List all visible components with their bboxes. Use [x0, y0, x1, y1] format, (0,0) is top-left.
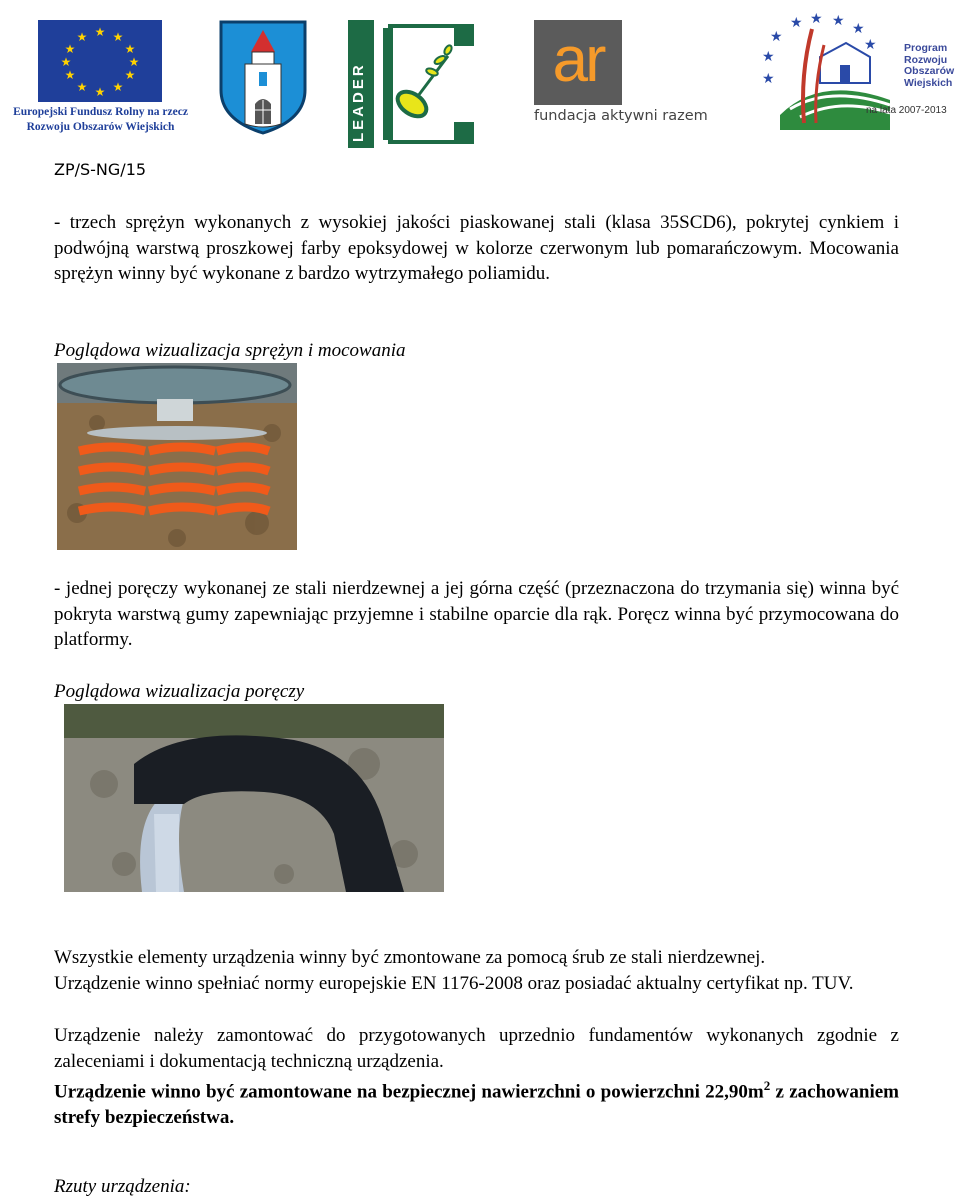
assembly-paragraph: Wszystkie elementy urządzenia winny być zmontowane za pomocą śrub ze stali nierdzewnej.	[54, 947, 766, 968]
handrail-photo	[64, 704, 444, 892]
svg-text:★: ★	[124, 68, 136, 82]
surface-text-part1: Urządzenie winno być zamontowane na bezpiecznej nawierzchni o powierzchni 22,90m	[54, 1081, 764, 1103]
logo-header	[0, 0, 960, 155]
leader-logo	[348, 20, 478, 148]
springs-caption: Poglądowa wizualizacja sprężyn i mocowania	[54, 340, 406, 361]
surface-requirement-paragraph	[54, 1073, 899, 1130]
svg-text:★: ★	[810, 12, 823, 27]
svg-text:★: ★	[762, 50, 775, 65]
coat-of-arms-logo	[218, 20, 308, 135]
svg-text:★: ★	[790, 16, 803, 31]
svg-text:★: ★	[94, 85, 106, 99]
eu-logo	[8, 20, 193, 140]
svg-text:★: ★	[112, 80, 124, 94]
svg-text:★: ★	[60, 55, 72, 69]
prow-line3: Obszarów	[904, 65, 955, 77]
ar-logo-caption: fundacja aktywni razem	[534, 108, 708, 124]
eu-flag-icon	[38, 20, 162, 102]
svg-text:★: ★	[128, 55, 140, 69]
document-reference: ZP/S-NG/15	[54, 160, 147, 179]
eu-logo-text	[8, 105, 193, 135]
ar-foundation-logo	[532, 20, 732, 130]
handrail-paragraph: - jednej poręczy wykonanej ze stali nierdzewnej a jej górna część (przeznaczona do trzymania się) winna być pokryta warstwą gumy zapewniając przyjemne i stabilne oparcie dla rąk. Poręcz winna być przymocowana do platformy.	[54, 578, 899, 650]
svg-text:★: ★	[762, 72, 775, 87]
svg-text:★: ★	[864, 38, 877, 53]
eu-logo-line2: Rozwoju Obszarów Wiejskich	[26, 121, 175, 133]
svg-text:★: ★	[76, 30, 88, 44]
springs-paragraph: - trzech sprężyn wykonanych z wysokiej jakości piaskowanej stali (klasa 35SCD6), pokrytej cynkiem i podwójną warstwą proszkowej farby epoksydowej w kolorze czerwonym lub pomarańczowym. Mocowania sprężyn winny być wykonane z bardzo wytrzymałego poliamidu.	[54, 212, 899, 284]
surface-superscript: 2	[763, 1078, 771, 1093]
prow-logo	[760, 5, 960, 130]
prow-logo-years: na lata 2007-2013	[866, 105, 947, 116]
ar-logo-box	[534, 20, 622, 105]
svg-text:★: ★	[94, 25, 106, 39]
svg-text:★: ★	[124, 42, 136, 56]
ar-logo-letters: ar	[552, 23, 604, 95]
handrail-caption: Poglądowa wizualizacja poręczy	[54, 681, 305, 702]
prow-line1: Program	[904, 42, 948, 54]
svg-text:★: ★	[64, 42, 76, 56]
svg-text:★: ★	[64, 68, 76, 82]
svg-text:★: ★	[852, 22, 865, 37]
install-paragraph: Urządzenie należy zamontować do przygotowanych uprzednio fundamentów wykonanych zgodnie z zaleceniami i dokumentacją techniczną urządzenia.	[54, 1025, 899, 1072]
projections-caption: Rzuty urządzenia:	[54, 1176, 191, 1197]
prow-line4: Wiejskich	[904, 76, 953, 89]
svg-text:★: ★	[112, 30, 124, 44]
svg-text:★: ★	[832, 14, 845, 29]
svg-text:★: ★	[76, 80, 88, 94]
svg-text:★: ★	[770, 30, 783, 45]
norms-paragraph: Urządzenie winno spełniać normy europejskie EN 1176-2008 oraz posiadać aktualny certyfikat np. TUV.	[54, 973, 854, 994]
leader-logo-text: LEADER	[350, 62, 367, 142]
surface-text-part2: z zachowaniem strefy bezpieczeństwa.	[54, 1081, 899, 1128]
eu-logo-line1: Europejski Fundusz Rolny na rzecz	[13, 106, 188, 118]
springs-photo	[57, 363, 297, 550]
church-tower-coat-of-arms-icon	[218, 20, 308, 135]
prow-line2: Rozwoju	[904, 53, 948, 66]
prow-logo-text	[904, 43, 954, 89]
